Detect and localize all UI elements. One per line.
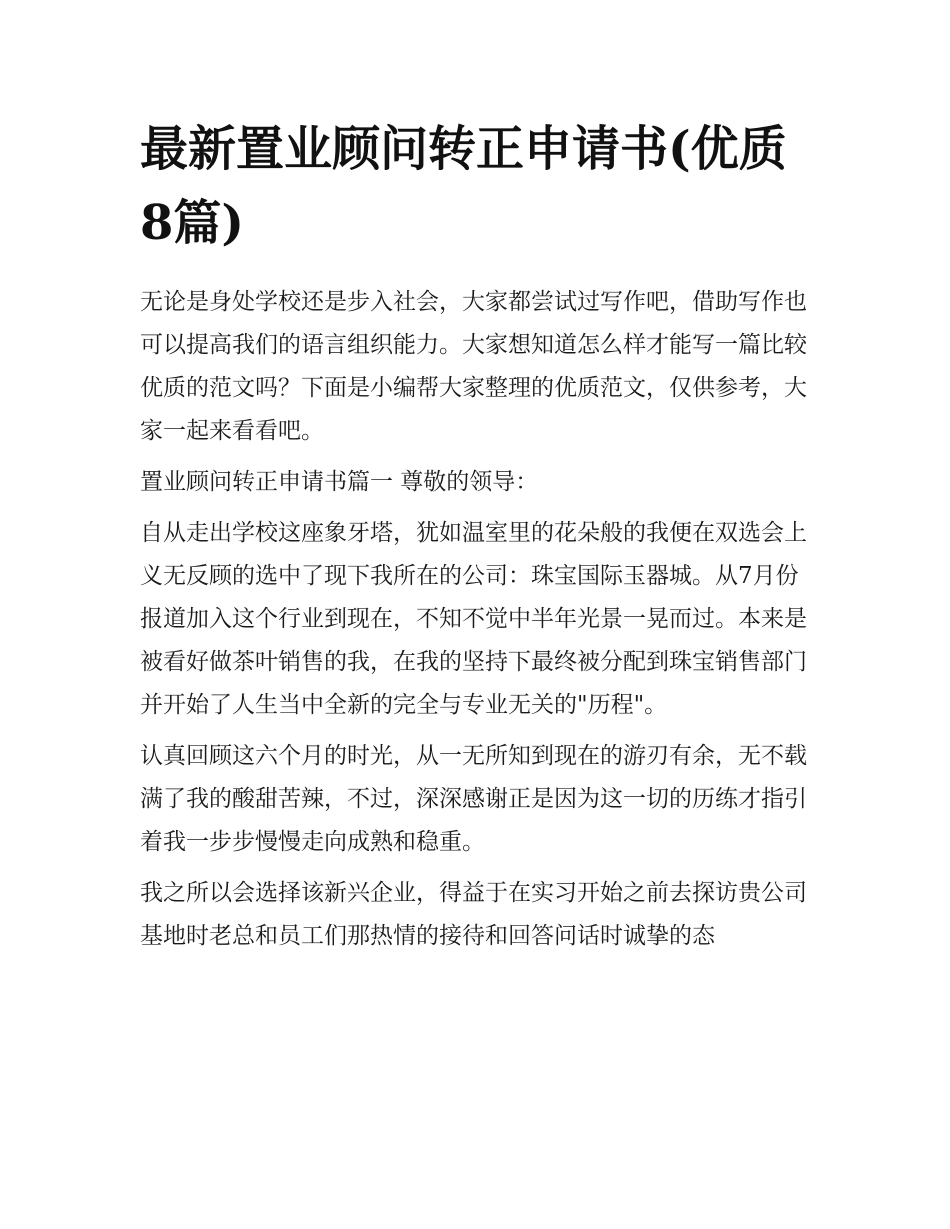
paragraph-body-2: 认真回顾这六个月的时光，从一无所知到现在的游刃有余，无不载满了我的酸甜苦辣，不过，深深感谢正是因为这一切的历练才指引着我一步步慢慢走向成熟和稳重。 xyxy=(140,743,807,855)
paragraph-body-3: 我之所以会选择该新兴企业，得益于在实习开始之前去探访贵公司基地时老总和员工们那热情的接待和回答问话时诚挚的态 xyxy=(140,880,807,949)
paragraph-body-1: 自从走出学校这座象牙塔，犹如温室里的花朵般的我便在双选会上义无反顾的选中了现下我所在的公司：珠宝国际玉器城。从7月份报道加入这个行业到现在，不知不觉中半年光景一晃而过。本来是被看好做茶叶销售的我，在我的坚持下最终被分配到珠宝销售部门并开始了人生当中全新的完全与专业无关的"历程"。 xyxy=(140,520,807,718)
document-body xyxy=(140,281,820,966)
document-title: 最新置业顾问转正申请书(优质8篇) xyxy=(140,121,787,251)
paragraph-intro: 无论是身处学校还是步入社会，大家都尝试过写作吧，借助写作也可以提高我们的语言组织能力。大家想知道怎么样才能写一篇比较优质的范文吗？下面是小编帮大家整理的优质范文，仅供参考，大家一起来看看吧。 xyxy=(140,289,807,444)
paragraph-section-heading: 置业顾问转正申请书篇一 尊敬的领导： xyxy=(140,469,539,495)
